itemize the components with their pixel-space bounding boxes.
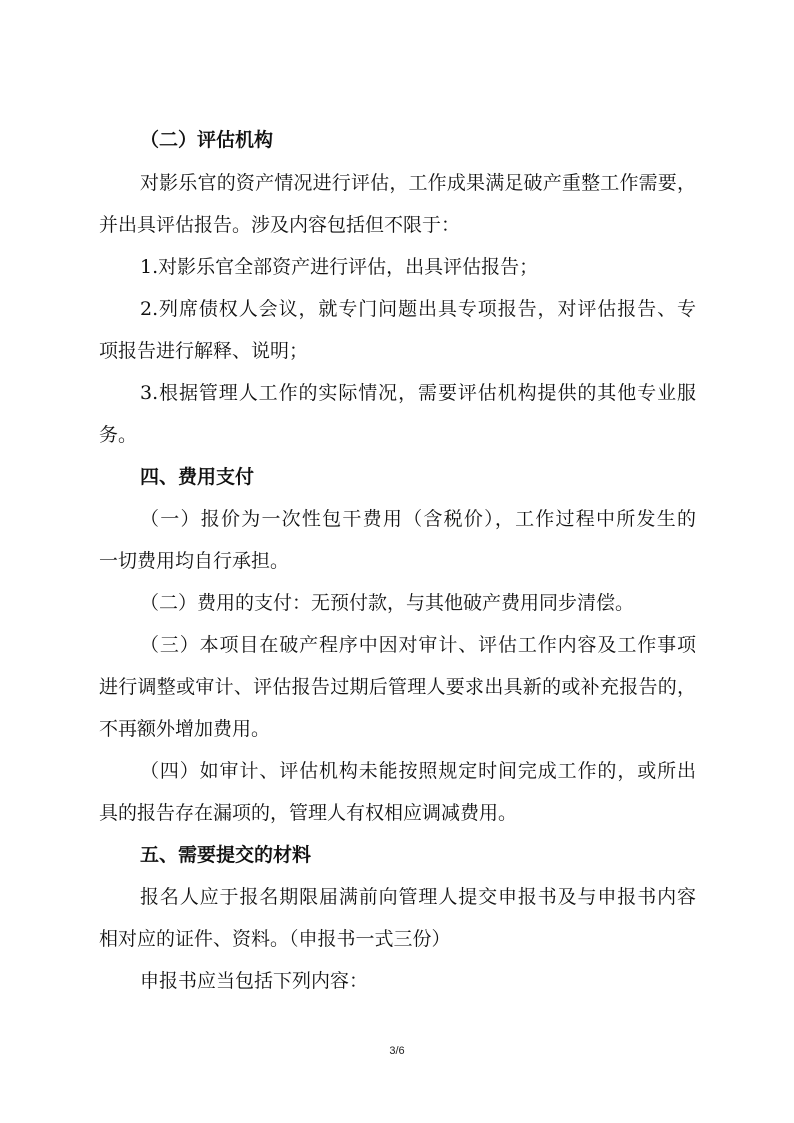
page-number: 3/6 <box>389 1045 405 1057</box>
document-page: （二）评估机构 对影乐官的资产情况进行评估，工作成果满足破产重整工作需要， 并出具评估报告。涉及内容包括但不限于： 1.对影乐官全部资产进行评估，出具评估报告； 2.列席债权人会议，就专门问题出具专项报告，对评估报告、专 项报告进行解释、说明； 3.根据管理人工作的实际情况，需要评估机构提供的其他专业服 务。 四、费用支付 （一）报价为一次性包干费用（含税价），工作过程中所发生的 一切费用均自行承担。 （二）费用的支付：无预付款，与其他破产费用同步清偿。 （三）本项目在破产程序中因对审计、评估工作内容及工作事项 进行调整或审计、评估报告过期后管理人要求出具新的或补充报告的， 不再额外增加费用。 （四）如审计、评估机构未能按照规定时间完成工作的，或所出 具的报告存在漏项的，管理人有权相应调减费用。 五、需要提交的材料 报名人应于报名期限届满前向管理人提交申报书及与申报书内容 相对应的证件、资料。（申报书一式三份） 申报书应当包括下列内容： 3/6 <box>0 0 794 1123</box>
